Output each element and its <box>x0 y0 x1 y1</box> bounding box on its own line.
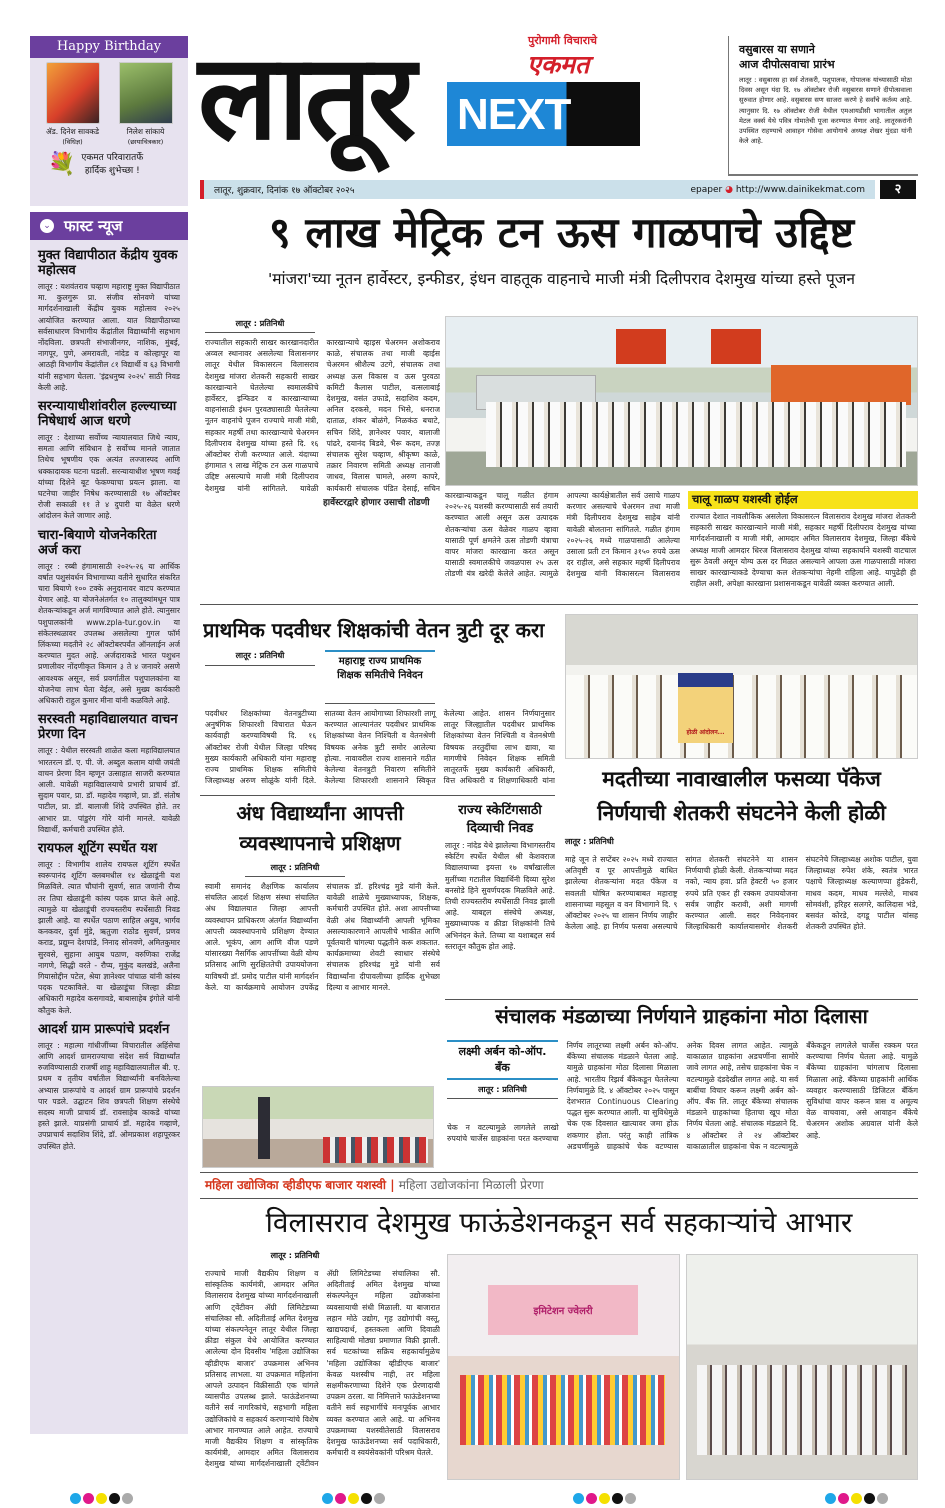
wish-line: एकमत परिवारातर्फे <box>81 153 144 163</box>
byline: लातूर : प्रतिनिधी <box>270 1251 320 1260</box>
farmers-body: माहे जून ते सप्टेंबर २०२५ मध्ये राज्यात अतिवृष्टी व पूर आपत्तीमुळे बाधित झालेल्या शेतकऱ्यांना मदत पॅकेज व सवलती घोषित करण्याबाबत महाराष्ट्र शासनाच्या महसूल व वन विभागाने दि. ९ ऑक्टोबर २०२५ चा शासन निर्णय जाहीर केलेला आहे. हा निर्णय फसवा असल्याचे सांगत शेतकरी संघटनेने या शासन निर्णयाची होळी केली. शेतकऱ्यांच्या मदत नको, न्याय हवा. प्रति हेक्टरी ५० हजार रुपये प्रति एकर ही रक्कम उपाययोजना सर्वत्र जाहीर करावी, अशी मागणी करण्यात आली. सदर निवेदनावर जिल्हाधिकारी कार्यालयासमोर शेतकरी संघटनेचे जिल्हाध्यक्ष अशोक पाटील, युवा जिल्हाध्यक्ष रुपेश शंके, स्वतंत्र भारत पक्षाचे जिल्हाध्यक्ष कल्याणप्पा हुंडेकरी, माधव कदम, माधव मल्लेशे, माधव सोमवंशी, हरिहर सलगरे, कालिदास भंडे, बसवंत कोरडे, दगडू पाटील यांसह शेतकरी उपस्थित होते. <box>565 855 918 932</box>
vdf-headline: विलासराव देशमुख फाऊंडेशनकडून सर्व सहकाऱ्यांचे आभार <box>265 1206 853 1239</box>
caption-text: राज्यात देशात नावलौकिक असलेला विकासरत्न विलासराव देशमुख मांजरा शेतकरी सहकारी साखर कारखान्याने माजी मंत्री, सहकार महर्षी दिलीपराव देशमुख यांच्या मार्गदर्शनाखाली व माजी मंत्री, आमदार अमित विलासराव देशमुख, जिल्हा बँकेचे अध्यक्ष माजी आमदार धिरज विलासराव देशमुख यांच्या सहकार्याने यशस्वी वाटचाल सुरू ठेवली असून योग्य ऊस दर मिळत असल्याने आपला ऊस गाळपासाठी मांजरा साखर कारखान्याकडे देण्याचा कल शेतकऱ्यांचा नेहमी राहिला आहे. यापुढेही ही राहील अशी, अपेक्षा कारखाना प्रशासनाकडून यावेळी व्यक्त करण्यात आली. <box>690 512 916 589</box>
vdf-stall-photo <box>447 1254 680 1480</box>
caption-title: चालू गाळप यशस्वी होईल <box>688 491 918 509</box>
byline: लातूर : प्रतिनिधी <box>565 837 614 846</box>
teachers-headline: प्राथमिक पदवीधर शिक्षकांची वेतन त्रुटी दूर करा <box>203 618 545 642</box>
bank-highlight-box <box>447 1040 558 1120</box>
blind-headline: व्यवस्थापनाचे प्रशिक्षण <box>239 831 401 855</box>
portrait-photo <box>46 62 100 124</box>
stall-sign: इमिटेशन ज्वेलरी <box>488 1285 638 1335</box>
news-body: लातूर : महात्मा गांधीजींच्या विचारातील अहिंसेचा आणि आदर्श ग्रामराज्याचा संदेश सर्व विद्यार्थ्यांत रुजविण्यासाठी राजर्षी शाहू महाविद्यालयातील बी. ए. प्रथम व तृतीय वर्षातील विद्यार्थ्यांनी बनविलेल्या अभ्यास प्रारूपांचे व आदर्श ग्राम प्रारूपांचे प्रदर्शन पार पडले. उद्घाटन शिव छत्रपती शिक्षण संस्थेचे सदस्य माजी प्राचार्य डॉ. रावसाहेब काकडे यांच्या हस्ते झाले. याप्रसंगी प्राचार्य डॉ. महादेव गव्हाणे, उपप्राचार्य सदाशिव शिंदे, डॉ. ओमप्रकाश शहापूरकर उपस्थित होते. <box>38 1040 180 1151</box>
teachers-article <box>205 650 555 790</box>
strip-grey-text: महिला उद्योजकांना मिळाली प्रेरणा <box>398 1178 544 1192</box>
teachers-body: पदवीधर शिक्षकांच्या वेतनत्रुटीच्या अनुषंगिक शिफारशी विचारात घेऊन कार्यवाही करण्याविषयी दि. १६ ऑक्टोबर रोजी येथील जिल्हा परिषद मुख्य कार्यकारी अधिकारी यांना महाराष्ट्र राज्य प्राथमिक शिक्षक समितीचे जिल्हाध्यक्ष अरुण सोळुंके यांनी दिले. सातव्या वेतन आयोगाच्या शिफारशी लागू करण्यात आल्यानंतर पदवीधर प्राथमिक शिक्षकांच्या वेतन निश्चिती व वेतनश्रेणी विषयक अनेक त्रुटी समोर आलेल्या होत्या. नावावरील राज्य शासनाने गठीत केलेल्या वेतनत्रुटी निवारण समितीने केलेल्या शिफारशी शासनाने स्विकृत केलेल्या आहेत. शासन निर्णयानुसार लातूर जिल्ह्यातील पदवीधर प्राथमिक शिक्षकांच्या वेतन निश्चिती व वेतनश्रेणी विषयक तरतुदींचा लाभ द्यावा, या मागणीचे निवेदन शिक्षक समिती लातूरतर्फे मुख्य कार्यकारी अधिकारी, वित्त अधिकारी व शिक्षणाधिकारी यांना <box>205 709 555 786</box>
teachers-highlight-box: महाराष्ट्र राज्य प्राथमिक शिक्षक समितीचे निवेदन <box>325 650 435 704</box>
dateline-bar <box>200 180 875 199</box>
flower-bouquet-icon: 💐 <box>48 152 76 177</box>
news-headline: सरन्यायाधीशांवरील हल्ल्याच्या निषेधार्थ आज धरणे <box>38 399 177 430</box>
section-divider <box>200 604 918 605</box>
section-divider <box>200 1198 918 1199</box>
section-divider <box>200 1172 918 1173</box>
portrait-photo <box>119 62 173 124</box>
news-item <box>38 528 180 707</box>
news-item <box>38 712 180 835</box>
farmers-headline: निर्णयाची शेतकरी संघटनेने केली होळी <box>597 801 886 825</box>
blind-article <box>205 862 440 1082</box>
brand-tagline: पुरोगामी विचाराचे <box>528 34 598 47</box>
bank-body: चेक न वटल्यामुळे लागलेले लाखो रुपयांचे चार्जेस ग्राहकांना परत करण्याचा निर्णय लातूरच्या लक्ष्मी अर्बन को-ऑप. बँकेच्या संचालक मंडळाने घेतला आहे. यामुळे ग्राहकांना मोठा दिलासा मिळाला आहे. भारतीय रिझर्व बँकेकडून घेतलेल्या निर्णयामुळे दि. ४ ऑक्टोबर २०२५ पासून देशभरात Continuous Clearing पद्धत सुरू करण्यात आली. या सुविधेमुळे चेक एक दिवसात खात्यावर जमा होऊ शकणार होता. परंतु काही तांत्रिक अडचणींमुळे ग्राहकांचे चेक वटण्यास अनेक दिवस लागत आहेत. त्यामुळे याकाळात ग्राहकांना अडचणींना सामोरे जावे लागत आहे, तसेच ग्राहकांना चेक न वटल्यामुळे दंडदेखील लागत आहे. या सर्व बाबींचा विचार करून लक्ष्मी अर्बन को-ऑप. बँक लि. लातूर बँकेच्या संचालक मंडळाने ग्राहकांच्या हिताचा खूप मोठा निर्णय घेतला आहे. संचालक मंडळाने दि. ४ ऑक्टोबर ते २४ ऑक्टोबर याकाळातील ग्राहकांना चेक न वटल्यामुळे बँकेकडून लागलेले चार्जेस रक्कम परत करण्याचा निर्णय घेतला आहे. यामुळे बँकेच्या ग्राहकांना चांगलाच दिलासा मिळाला आहे. बँकेच्या ग्राहकांनी आर्थिक व्यवहार करण्यासाठी डिजिटल बँकिंग सुविधांचा वापर करून त्रास व अमूल्य वेळ वाचवावा, असे आवाहन बँकेचे चेअरमन अशोक अग्रवाल यांनी केले आहे. <box>447 1041 918 1151</box>
person-name: ॲड. दिनेश सावकडे <box>45 127 100 136</box>
corner-headline: वसुबारस या सणाने <box>739 43 815 56</box>
masthead-title: लातूर <box>198 28 413 166</box>
news-item <box>38 841 180 1016</box>
fast-news-title: फास्ट न्यूज <box>64 217 123 235</box>
lead-headline: ९ लाख मेट्रिक टन ऊस गाळपाचे उद्दिष्ट <box>268 208 855 257</box>
epaper-icon: ◕ <box>725 184 733 195</box>
farmers-headline: मदतीच्या नावाखालील फसव्या पॅकेज <box>602 767 881 791</box>
news-item <box>38 399 180 522</box>
vdf-strip <box>205 1176 544 1193</box>
skating-article <box>445 800 555 998</box>
news-body: लातूर : येथील सरस्वती शाळेत कला महाविद्यालयात भारतरत्न डॉ. ए. पी. जे. अब्दुल कलाम यांची जयंती वाचन प्रेरणा दिन म्हणून उत्साहात साजरी करण्यात आली. यावेळी महाविद्यालयाचे प्रभारी प्राचार्य डॉ. सुदाम पवार, प्रा. डॉ. महादेव गव्हाणे, प्रा. डॉ. संतोष पाटील, प्रा. डॉ. बालाजी शिंदे उपस्थित होते. तर आभार प्रा. पांडुरंग गोरे यांनी मानले. यावेळी विद्यार्थी, कर्मचारी उपस्थित होते. <box>38 746 180 834</box>
training-photo <box>202 1086 434 1168</box>
person-name: निलेश सांकाये <box>126 127 165 136</box>
byline: लातूर : प्रतिनिधी <box>447 1084 558 1099</box>
byline: लातूर : प्रतिनिधी <box>245 862 345 877</box>
news-headline: आदर्श ग्राम प्रारूपांचे प्रदर्शन <box>38 1021 170 1037</box>
news-body: लातूर : यशवंतराव चव्हाण महाराष्ट्र मुक्त विद्यापीठात मा. कुलगुरू प्रा. संजीव सोनवणे यांच्या मार्गदर्शनाखाली केंद्रीय युवक महोत्सव २०२५ आयोजित करण्यात आला. यात विद्यापीठाच्या सर्वसाधारण विभागीय केंद्रांतील विद्यार्थ्यांनी सहभाग नोंदविला. छत्रपती संभाजीनगर, नाशिक, मुंबई, नागपूर, पुणे, अमरावती, नांदेड व कोल्हापूर या आठही विभागीय केंद्रांतील ८१ विद्यार्थी व ६३ विभागी यांनी सहभाग घेतला. 'इंद्रधनुष्य २०२५' साठी निवड केली आहे. <box>38 282 180 392</box>
person-role: (छायाचित्रकार) <box>127 138 164 146</box>
section-divider <box>200 795 555 796</box>
person-role: (विधिज्ञ) <box>62 138 83 146</box>
news-body: लातूर : देशाच्या सर्वोच्च न्यायालयात जिथे न्याय, समता आणि संविधान हे सर्वोच्च मानले जातात तिथेच भूषणीय एक अत्यंत लज्जास्पद आणि धक्कादायक घटना घडली. सरन्यायाधीश भूषण गवई यांच्या दिशेने बूट फेकण्याचा प्रयत्न झाला. या घटनेचा जाहीर निषेध करण्यासाठी १७ ऑक्टोबर रोजी सकाळी ११ ते ४ दुपारी या वेळेत धरणे आंदोलन केले जाणार आहे. <box>38 433 180 521</box>
harvester-photo <box>445 316 918 486</box>
protest-banner: होळी आंदोलन... <box>678 673 733 743</box>
bank-headline: संचालक मंडळाच्या निर्णयाने ग्राहकांना मोठा दिलासा <box>495 1004 868 1028</box>
registration-marks <box>70 1489 890 1508</box>
news-headline: सरस्वती महाविद्यालयात वाचन प्रेरणा दिन <box>38 712 178 743</box>
protest-photo <box>565 614 918 759</box>
birthday-person <box>40 62 106 146</box>
bank-name: लक्ष्मी अर्बन को-ऑप. बँक <box>447 1040 558 1080</box>
news-item <box>38 1022 180 1152</box>
lead-subheadline: 'मांजरा'च्या नूतन हार्वेस्टर, इन्फीडर, इंधन वाहतूक वाहनाचे माजी मंत्री दिलीपराव देशमुख यांच्या हस्ते पूजन <box>268 270 855 288</box>
byline: लातूर : प्रतिनिधी <box>205 650 315 666</box>
lead-body-continued: कारखान्याकडून चालू गळीत हंगाम २०२५-२६ यशस्वी करण्यासाठी सर्व तयारी करण्यात आली असून ऊस उत्पादक शेतकऱ्यांचा ऊस वेळेवर गाळप व्हावा यासाठी पूर्ण क्षमतेने ऊस तोडणी यंत्राचा वापर मांजरा कारखाना करत असून यासाठी स्वमालकीचे जवळपास २५ ऊस तोडणी यंत्र खरेदी केलेले आहेत. त्यामुळे आपल्या कार्यक्षेत्रातील सर्व उसाचे गाळप करणार असल्याचे चेअरमन तथा माजी मंत्री दिलीपराव देशमुख साहेब यांनी यावेळी बोलताना सांगितले. गळीत हंगाम २०२५-२६ मध्ये गाळपासाठी आलेल्या उसाला प्रती टन किमान ३१५० रुपये ऊस दर राहील, असे सहकार महर्षी दिलीपराव देशमुख यांनी विकासरत्न विलासराव <box>445 491 680 579</box>
news-body: लातूर : रब्बी हंगामासाठी २०२५-२६ या आर्थिक वर्षात पशुसंवर्धन विभागाच्या वतीने सुधारित संकरित चारा बियाणे १०० टक्के अनुदानावर वाटप करण्यात येणार आहे. या योजनेअंतर्गत १० तालुक्यांमधून पात्र शेतकऱ्यांकडून अर्ज मागविण्यात आले होते. त्यानुसार पशुपालकांनी www.zpla-tur.gov.in या संकेतस्थळावर उपलब्ध असलेल्या गुगल फॉर्म लिंकच्या मदतीने २८ ऑक्टोबरपर्यंत ऑनलाईन अर्ज करण्यात मुदत आहे. अर्जदाराकडे भारत पशुधन प्रणालीवर नोंदणीकृत किमान ३ ते ४ जनावरे असणे आवश्यक असून, सर्व प्रवर्गातील पशुपालकांना या योजनेचा लाभ घेता येईल, असे मुख्य कार्यकारी अधिकारी राहुल कुमार मीना यांनी कळविले आहे. <box>38 561 180 706</box>
strip-separator: | <box>390 1178 395 1192</box>
corner-body: लातूर : वसुबारस हा सर्व शेतकरी, पशुपालक, गोपालक यांच्यासाठी मोठा दिवस असून यंदा दि. १७ ऑक्टोबर रोजी वसुबारस सणाने दीपोत्सवाला सुरुवात होणार आहे. वसुबारस सण साजरा करणे हे सर्वांचे कर्तव्य आहे. त्यानुसार दि. १७ ऑक्टोबर रोजी येथील एमआयडीसी भागातील अतुल मेटल वर्क्स येथे पवित्र गोमातेची पूजा करण्यात येणार आहे. लातूरकरांनी उपस्थित राहण्याचे आवाहन गोसेवा आयोगाचे अध्यक्ष शेखर मुंदडा यांनी केले आहे. <box>739 76 912 146</box>
masthead-box <box>198 22 443 172</box>
corner-story <box>728 36 918 176</box>
birthday-person <box>113 62 179 146</box>
news-headline: चारा-बियाणे योजनेकरिता अर्ज करा <box>38 527 157 558</box>
caption-box <box>688 491 918 591</box>
news-headline: मुक्त विद्यापीठात केंद्रीय युवक महोत्सव <box>38 248 178 278</box>
birthday-title: Happy Birthday <box>30 36 188 58</box>
epaper-label: epaper <box>690 184 723 195</box>
epaper-link[interactable]: http://www.dainikekmat.com <box>735 184 865 195</box>
blind-headline: अंध विद्यार्थ्यांना आपत्ती <box>236 801 404 825</box>
news-body: लातूर : विभागीय शालेय रायफल शूटिंग स्पर्धेत स्वरूपानंद शूटिंग क्लबमधील १४ खेळाडूंनी यश मिळविले. त्यात चौघांनी सुवर्ण, सात जणांनी रौप्य तर तिघा खेळाडूंनी कांस्य पदक प्राप्त केले आहे. त्यामुळे या खेळाडूंची राज्यस्तरीय स्पर्धेसाठी निवड झाली आहे. या स्पर्धेत पठाण साहिल अयुब, भार्गव कनकवर, दुर्वा मुंडे, ऋतुजा राठोड सुवर्ण, प्रणव कराड, प्रद्युम्न देशपांडे, निनाद सोनवणे, अमितकुमार सुरवसे, सुहाना आयुब पठाण, वरुणिका राजेंद्र नागणे, सिद्धी वरते - रौप्य, मुकुंद बलखंडे, अलैना गियासोद्दीन पटेल, श्रेया ज्ञानेश्वर पांचाळ यांनी कांस्य पदक पटकाविले. या खेळाडूंचा जिल्हा क्रीडा अधिकारी महादेव कसगावडे, बाबासाहेब इंगोले यांनी कौतुक केले. <box>38 859 180 1015</box>
wish-line: हार्दिक शुभेच्छा ! <box>84 166 140 176</box>
farmers-article <box>565 836 918 996</box>
corner-headline: आज दीपोत्सवाचा प्रारंभ <box>739 58 835 71</box>
chevron-down-icon: ⌄ <box>40 219 54 233</box>
skating-headline: राज्य स्केटिंगसाठी <box>458 803 542 818</box>
vdf-article <box>205 1250 440 1482</box>
lead-article <box>205 318 440 603</box>
skating-headline: दिव्याची निवड <box>466 821 534 836</box>
page-number: २ <box>880 180 916 199</box>
byline: लातूर : प्रतिनिधी <box>205 318 315 333</box>
vdf-body: राज्याचे माजी वैद्यकीय शिक्षण व सांस्कृतिक कार्यमंत्री, आमदार अमित विलासराव देशमुख यांच्या मार्गदर्शनाखाली आणि ट्वेंटीवन ॲग्री लिमिटेडच्या संचालिका सौ. अदितीताई अमित देशमुख यांच्या संकल्पनेतून लातूर येथील जिल्हा क्रीडा संकुल येथे आयोजित करण्यात आलेल्या दोन दिवसीय 'महिला उद्योजिका व्हीडीएफ बाजार' उपक्रमास अभिनव प्रतिसाद लाभला. या उपक्रमात महिलांना आपले उत्पादन विक्रीसाठी एक चांगले व्यासपीठ उपलब्ध झाले. फाऊंडेशनच्या वतीने सर्व नागरिकांचे, सहभागी महिला उद्योजिकांचे व सहकार्य करणाऱ्यांचे विशेष आभार मानण्यात आले आहेत. राज्याचे माजी वैद्यकीय शिक्षण व सांस्कृतिक कार्यमंत्री, आमदार अमित विलासराव देशमुख यांच्या मार्गदर्शनाखाली ट्वेंटीवन ॲग्री लिमिटेडच्या संचालिका सौ. अदितीताई अमित देशमुख यांच्या संकल्पनेतून महिला उद्योजकांना व्यवसायाची संधी मिळाली. या बाजारात लहान मोठे उद्योग, गृह उद्योगांची वस्तू, खाद्यपदार्थ, हस्तकला आणि दिवाळी साहित्याची मोठ्या प्रमाणात विक्री झाली. सर्व घटकांच्या सक्रिय सहकार्यामुळेच 'महिला उद्योजिका व्हीडीएफ बाजार' केवळ यशस्वीच नाही, तर महिला सक्षमीकरणाच्या दिशेने एक प्रेरणादायी उपक्रम ठरला. या निमित्ताने फाऊंडेशनच्या वतीने सर्व सहभागींचे मनःपूर्वक आभार व्यक्त करण्यात आले आहे. या अभिनव उपक्रमाच्या यशस्वीतेसाठी विलासराव देशमुख फाऊंडेशनच्या सर्व पदाधिकारी, कर्मचारी व स्वयंसेवकांनी परिश्रम घेतले. <box>205 1269 440 1469</box>
blind-body: स्वामी समानंद शैक्षणिक कार्यालय संचलित आदर्श शिक्षण संस्था संचालित अंध विद्यालयात जिल्हा आपत्ती व्यवस्थापन प्राधिकरण अंतर्गत विद्यार्थ्यांना आपत्ती व्यवस्थापनाचे प्रशिक्षण देण्यात आले. भूकंप, आग आणि वीज पडणे यांसारख्या नैसर्गिक आपत्तींच्या वेळी योग्य प्रतिसाद आणि सुरक्षिततेची उपाययोजना याविषयी डॉ. प्रमोद पाटील यांनी मार्गदर्शन केले. या कार्यक्रमाचे आयोजन उपकेंद्र संचालक डॉ. हरिश्चंद्र मुडे यांनी केले. यावेळी शाळेचे मुख्याध्यापक, शिक्षक, कर्मचारी उपस्थित होते. अशा आपत्तीच्या वेळी अंध विद्यार्थ्यांनी आपली भूमिका असल्याकारणाने आपलीचे भाकीत आणि पूर्वतयारी चांगल्या पद्धतीने करू शकतात. कार्यक्रमाच्या शेवटी स्वाधार संस्थेचे संचालक हरिश्चंद्र मुडे यांनी सर्व विद्यार्थ्यांना दीपावलीच्या हार्दिक शुभेच्छा दिल्या व आभार मानले. <box>205 882 440 992</box>
birthday-box <box>30 36 188 206</box>
lead-subhead: हार्वेस्टरद्वारे होणार उसाची तोडणी <box>323 498 430 508</box>
strip-red-text: महिला उद्योजिका व्हीडीएफ बाजार यशस्वी <box>205 1178 387 1192</box>
next-logo <box>447 82 640 146</box>
skating-body: लातूर : नांदेड येथे झालेल्या विभागस्तरीय स्केटिंग स्पर्धेत येथील श्री केशवराज विद्यालयाच्या इयत्ता १७ वर्षांखालील मुलींच्या गटातील विद्यार्थिनी दिव्या सुरेश बनसोडे हिने सुवर्णपदक मिळविले आहे. तिची राज्यस्तरीय स्पर्धेसाठी निवड झाली आहे. याबद्दल संस्थेचे अध्यक्ष, मुख्याध्यापक व क्रीडा शिक्षकांनी तिचे अभिनंदन केले. तिच्या या यशाबद्दल सर्व स्तरातून कौतुक होत आहे. <box>445 841 555 951</box>
next-logo-text: NEXT <box>457 90 571 139</box>
issue-date: लातूर, शुक्रवार, दिनांक १७ ऑक्टोबर २०२५ <box>214 186 355 196</box>
lead-body: राज्यातील सहकारी साखर कारखानदारीत अव्वल स्थानावर असलेल्या विलासनगर लातूर येथील विकासरत्न विलासराव देशमुख मांजरा शेतकरी सहकारी साखर कारखान्याने घेतलेल्या स्वमालकीचे हार्वेस्टर, इन्फिडर व कारखान्याच्या वाहनांसाठी इंधन पुरवठ्यासाठी घेतलेल्या नूतन वाहनांचे पूजन राज्याचे माजी मंत्री, सहकार महर्षी तथा कारखान्याचे चेअरमन दिलीपराव देशमुख यांच्या हस्ते दि. १६ ऑक्टोबर रोजी करण्यात आले. यंदाच्या हंगामात ९ लाख मेट्रिक टन ऊस गाळपाचे उद्दिष्ट असल्याचे माजी मंत्री दिलीपराव देशमुख यांनी सांगितले. यावेळी कारखान्याचे व्हाइस चेअरमन अशोकराव काळे, संचालक तथा माजी व्हाईस चेअरमन श्रीशैल्य उटगे, संचालक तथा अध्यक्ष ऊस विकास व ऊस पुरवठा कमिटी कैलास पाटील, वत्सलाबाई देशमुख, वसंत उफाडे, सदाशिव कदम, अनिल दरकसे, मदन भिसे, धनराज दाताळ, शंकर बोळंगे, निळकंठ बचाटे, सचिन शिंदे, ज्ञानेश्वर पवार, बालाजी पांढरे, दयानंद बिडवे, भैरू कदम, तज्ज्ञ संचालक सुरेश चव्हाण, श्रीकृष्ण काळे, तक्रार निवारण समिती अध्यक्ष तानाजी जाधव, विलास चामले, अरुण कापरे, कार्यकारी संचालक पंडित देसाई, सचिन <box>205 338 440 493</box>
fast-news-column <box>30 212 188 1434</box>
brand-logo: एकमत <box>527 50 590 79</box>
news-item <box>38 248 180 393</box>
news-headline: रायफल शूटिंग स्पर्धेत यश <box>38 840 157 856</box>
vdf-hall-photo <box>686 1254 918 1480</box>
